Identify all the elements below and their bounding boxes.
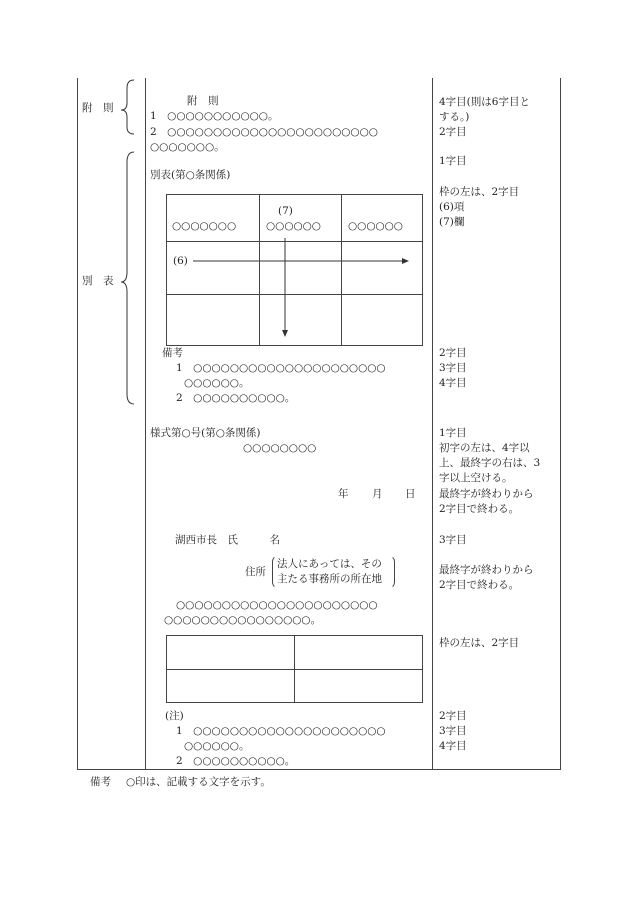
beppyo-biko-1-line-2: ○○○○○○。	[184, 377, 250, 389]
form-title: 様式第○号(第○条関係)	[150, 427, 261, 439]
footer-biko-text: ○印は、記載する文字を示す。	[126, 776, 271, 788]
form-subtitle: ○○○○○○○○	[243, 442, 317, 454]
form-addressee: 湖西市長 氏 名	[175, 534, 280, 546]
beppyo-label: 別 表	[82, 275, 114, 287]
form-body-line-2: ○○○○○○○○○○○○○○○○。	[164, 614, 322, 626]
beppyo-header-col2-label: (7)	[278, 205, 293, 217]
right-note-11-line-1: 初字の左は、4字以	[439, 442, 530, 454]
beppyo-table-col-line-1	[259, 194, 260, 346]
form-note-2: 2 ○○○○○○○○○○。	[176, 755, 296, 767]
beppyo-row-label: (6)	[173, 255, 188, 267]
beppyo-header-col2: ○○○○○○	[266, 220, 321, 232]
right-note-12-line-2: 2字目で終わる。	[439, 503, 520, 515]
form-note-1-line-1: 1 ○○○○○○○○○○○○○○○○○○○○○	[176, 725, 386, 737]
form-table-row-line	[166, 669, 423, 670]
right-note-8: 3字目	[439, 362, 467, 374]
form-date-day: 日	[405, 488, 416, 500]
right-note-11-line-2: 上、最終字の右は、3	[439, 457, 541, 469]
right-note-16: 2字目	[439, 710, 467, 722]
fusoku-label: 附 則	[82, 102, 114, 114]
beppyo-header-col1: ○○○○○○○	[172, 220, 237, 232]
beppyo-table-row-line-2	[166, 294, 423, 295]
beppyo-table-row-line-1	[166, 241, 423, 242]
right-note-12-line-1: 最終字が終わりから	[439, 488, 534, 500]
right-note-1-line-1: 4字目(則は6字目と	[439, 96, 530, 108]
fusoku-item-2-line-1: 2 ○○○○○○○○○○○○○○○○○○○○○○○	[150, 126, 378, 138]
beppyo-header-col3: ○○○○○○	[348, 220, 403, 232]
form-note-1-line-2: ○○○○○○。	[184, 740, 250, 752]
right-note-14-line-1: 最終字が終わりから	[439, 564, 534, 576]
right-note-4: 枠の左は、2字目	[439, 186, 520, 198]
form-address-note-line-2: 主たる事務所の所在地	[277, 573, 382, 585]
beppyo-title: 別表(第○条関係)	[150, 169, 231, 181]
right-note-1-line-2: する。)	[439, 111, 470, 123]
form-body-line-1: ○○○○○○○○○○○○○○○○○○○○○○	[176, 599, 378, 611]
beppyo-table-col-line-2	[341, 194, 342, 346]
right-note-9: 4字目	[439, 377, 467, 389]
beppyo-brace	[121, 152, 134, 404]
form-date-year: 年	[338, 488, 349, 500]
beppyo-biko-1-line-1: 1 ○○○○○○○○○○○○○○○○○○○○○	[176, 362, 386, 374]
right-note-7: 2字目	[439, 347, 467, 359]
beppyo-table-frame	[166, 194, 423, 346]
right-note-18: 4字目	[439, 740, 467, 752]
form-address-note-line-1: 法人にあっては、その	[277, 558, 382, 570]
right-note-10: 1字目	[439, 427, 467, 439]
right-note-2: 2字目	[439, 126, 467, 138]
form-note-title: (注)	[165, 710, 184, 722]
right-note-15: 枠の左は、2字目	[439, 637, 520, 649]
right-note-3: 1字目	[439, 155, 467, 167]
fusoku-item-2-line-2: ○○○○○○○。	[150, 141, 225, 153]
right-note-5: (6)項	[439, 201, 465, 213]
right-note-13: 3字目	[439, 534, 467, 546]
beppyo-biko-title: 備考	[162, 347, 183, 359]
right-note-6: (7)欄	[439, 216, 465, 228]
fusoku-brace	[121, 80, 134, 134]
fusoku-heading: 附 則	[187, 95, 219, 107]
footer-biko-label: 備考	[90, 776, 111, 788]
form-address-label: 住所	[245, 566, 266, 578]
right-note-17: 3字目	[439, 725, 467, 737]
fusoku-item-1: 1 ○○○○○○○○○○○。	[150, 110, 279, 122]
right-note-14-line-2: 2字目で終わる。	[439, 579, 520, 591]
form-date-month: 月	[372, 488, 383, 500]
right-note-11-line-3: 字以上空ける。	[439, 472, 513, 484]
beppyo-biko-2: 2 ○○○○○○○○○○。	[176, 392, 296, 404]
